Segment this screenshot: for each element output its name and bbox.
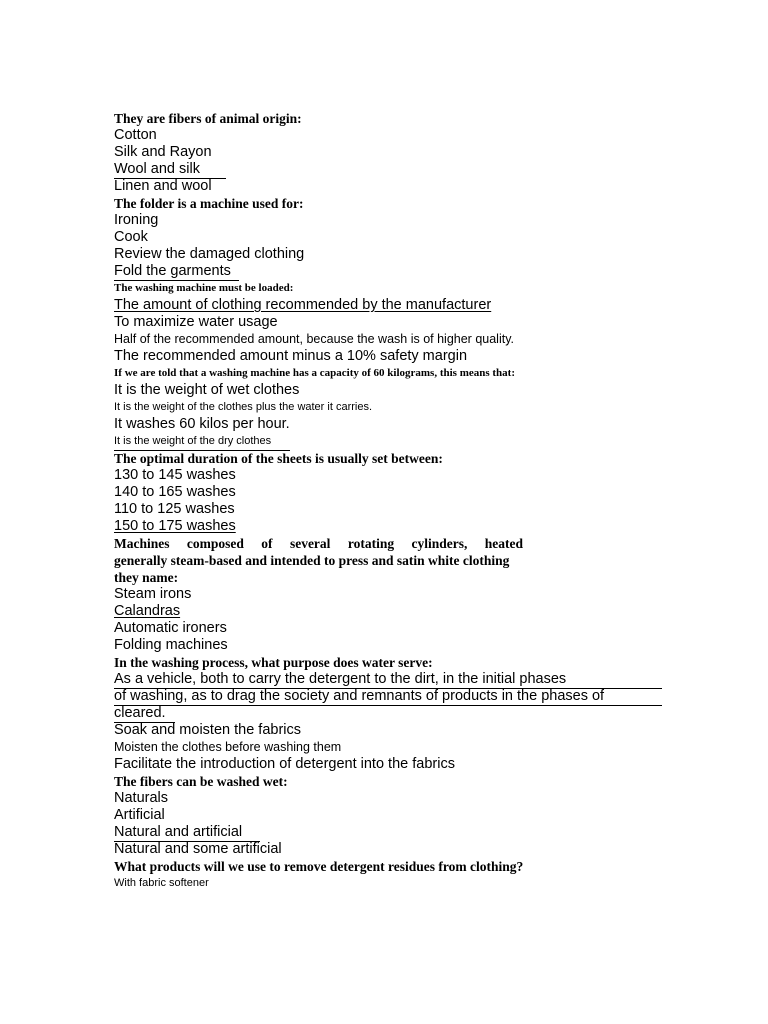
answer-text: Wool and silk bbox=[114, 161, 226, 179]
answer-option: Soak and moisten the fabrics bbox=[114, 722, 301, 738]
answer-option-selected: 150 to 175 washes bbox=[114, 518, 236, 534]
answer-option-selected-line2 bbox=[114, 688, 674, 705]
answer-text: Natural and artificial bbox=[114, 824, 260, 842]
question-washing-load: The washing machine must be loaded: bbox=[114, 282, 294, 294]
answer-option-selected-line3 bbox=[114, 705, 674, 722]
answer-option: Linen and wool bbox=[114, 178, 212, 194]
question-machines-line3: they name: bbox=[114, 570, 179, 585]
answer-option: Half of the recommended amount, because the wash is of higher quality. bbox=[114, 332, 514, 346]
answer-option: To maximize water usage bbox=[114, 314, 278, 330]
answer-option: Review the damaged clothing bbox=[114, 246, 305, 262]
document-page bbox=[114, 110, 674, 892]
answer-option-selected bbox=[114, 824, 674, 841]
answer-text: cleared. bbox=[114, 705, 175, 723]
answer-option: Ironing bbox=[114, 212, 159, 228]
answer-option: Cook bbox=[114, 229, 148, 245]
answer-option: 130 to 145 washes bbox=[114, 467, 236, 483]
question-machines-line2: generally steam-based and intended to press and satin white clothing bbox=[114, 553, 510, 568]
answer-option: Steam irons bbox=[114, 586, 192, 602]
answer-text: As a vehicle, both to carry the detergent to the dirt, in the initial phases bbox=[114, 671, 662, 689]
answer-option-selected: The amount of clothing recommended by the manufacturer bbox=[114, 297, 492, 313]
answer-option-selected bbox=[114, 161, 674, 178]
answer-option: It washes 60 kilos per hour. bbox=[114, 416, 290, 432]
answer-option: Folding machines bbox=[114, 637, 228, 653]
question-machines-line1: Machines composed of several rotating cylinders, heated bbox=[114, 536, 523, 551]
answer-text: Fold the garments bbox=[114, 263, 239, 281]
answer-option: Moisten the clothes before washing them bbox=[114, 740, 342, 754]
answer-option: Naturals bbox=[114, 790, 168, 806]
question-detergent-residues: What products will we use to remove detergent residues from clothing? bbox=[114, 859, 524, 874]
answer-option-selected: Calandras bbox=[114, 603, 181, 619]
answer-option: Natural and some artificial bbox=[114, 841, 282, 857]
answer-option-selected bbox=[114, 263, 674, 280]
answer-option: It is the weight of the clothes plus the water it carries. bbox=[114, 401, 373, 413]
question-sheet-duration: The optimal duration of the sheets is usually set between: bbox=[114, 451, 443, 466]
answer-option: Facilitate the introduction of detergent into the fabrics bbox=[114, 756, 455, 772]
answer-option: The recommended amount minus a 10% safety margin bbox=[114, 348, 468, 364]
answer-option: 140 to 165 washes bbox=[114, 484, 236, 500]
answer-option: 110 to 125 washes bbox=[114, 501, 235, 517]
question-wet-wash: The fibers can be washed wet: bbox=[114, 774, 288, 789]
answer-option: Silk and Rayon bbox=[114, 144, 212, 160]
question-folder-machine: The folder is a machine used for: bbox=[114, 196, 304, 211]
answer-text: It is the weight of the dry clothes bbox=[114, 433, 290, 451]
question-water-purpose: In the washing process, what purpose does water serve: bbox=[114, 655, 433, 670]
answer-option: Artificial bbox=[114, 807, 165, 823]
answer-option: Cotton bbox=[114, 127, 157, 143]
answer-option: It is the weight of wet clothes bbox=[114, 382, 300, 398]
question-animal-fibers: They are fibers of animal origin: bbox=[114, 111, 302, 126]
answer-option-selected-line1 bbox=[114, 671, 674, 688]
answer-text: of washing, as to drag the society and remnants of products in the phases of bbox=[114, 688, 662, 706]
answer-option: Automatic ironers bbox=[114, 620, 227, 636]
answer-option-selected bbox=[114, 433, 674, 450]
question-capacity: If we are told that a washing machine has a capacity of 60 kilograms, this means that: bbox=[114, 367, 515, 379]
answer-option: With fabric softener bbox=[114, 877, 209, 889]
